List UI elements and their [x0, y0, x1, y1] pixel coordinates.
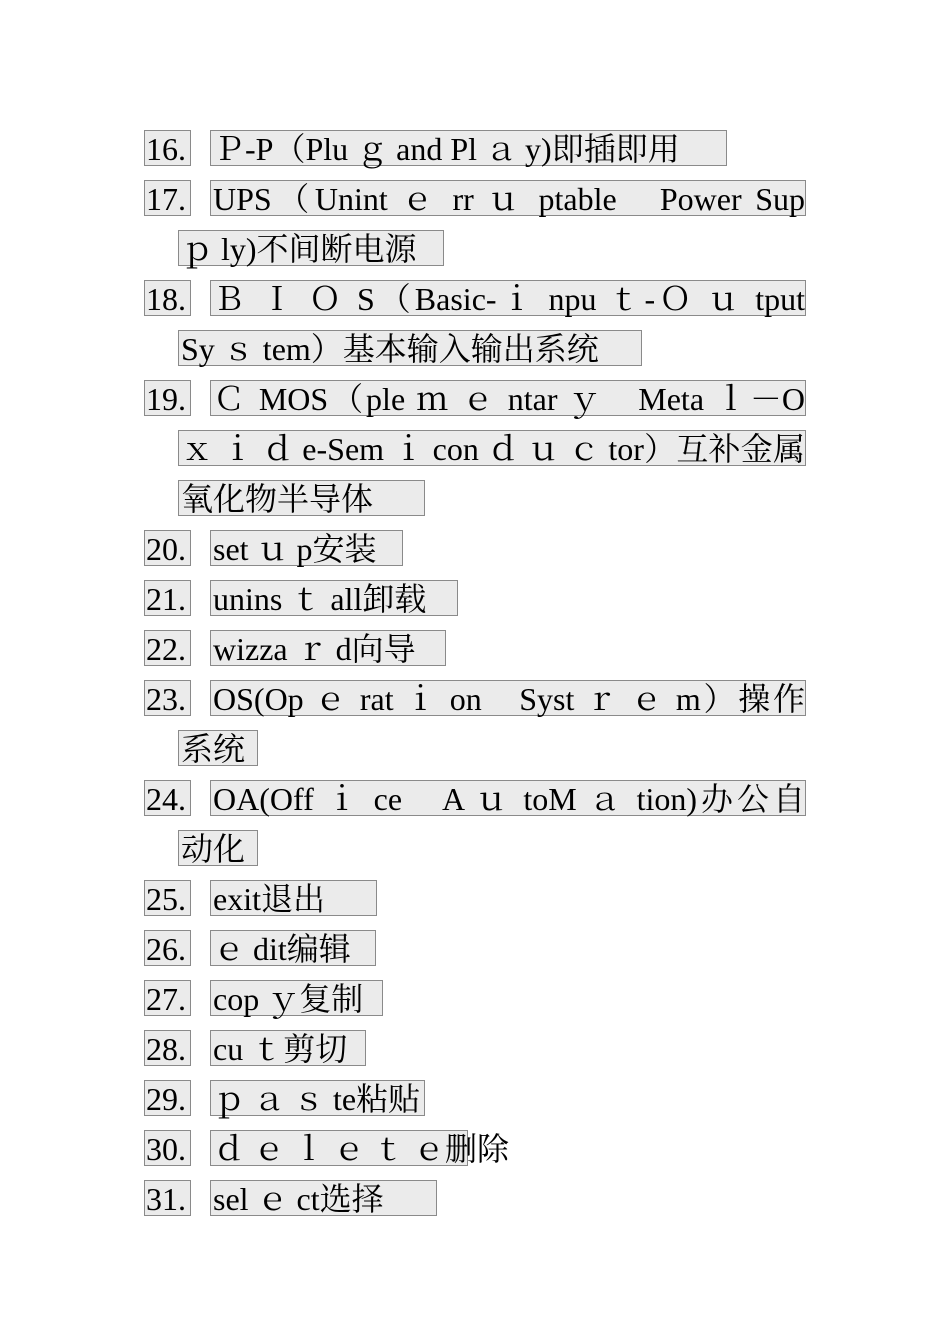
item-text-continuation: ｐ ly)不间断电源: [178, 230, 444, 266]
item-number: 29.: [144, 1080, 191, 1116]
list-item: [144, 978, 808, 1028]
item-text: wizza ｒ d向导: [210, 630, 446, 666]
item-number: 24.: [144, 780, 191, 816]
list-item: [144, 678, 808, 778]
item-number: 19.: [144, 380, 191, 416]
item-text: ｅ dit编辑: [210, 930, 376, 966]
item-text-continuation: 系统: [178, 730, 258, 766]
item-number: 16.: [144, 130, 191, 166]
item-text-continuation: Sy ｓ tem）基本输入输出系统: [178, 330, 642, 366]
item-text: ｄ ｅ ｌ ｅ ｔ ｅ删除: [210, 1130, 468, 1166]
item-number: 21.: [144, 580, 191, 616]
item-text: exit退出: [210, 880, 377, 916]
item-number: 27.: [144, 980, 191, 1016]
list-item: [144, 578, 808, 628]
item-number: 31.: [144, 1180, 191, 1216]
item-number: 25.: [144, 880, 191, 916]
list-item: [144, 928, 808, 978]
item-text: Ｂ Ｉ Ｏ S（Basic-ｉ npu ｔ-Ｏ ｕ tput: [210, 280, 806, 316]
item-number: 30.: [144, 1130, 191, 1166]
item-text: set ｕ p安装: [210, 530, 403, 566]
item-text: UPS（Unint ｅ rr ｕ ptable Power Sup: [210, 180, 806, 216]
list-item: [144, 128, 808, 178]
item-number: 28.: [144, 1030, 191, 1066]
item-number: 22.: [144, 630, 191, 666]
item-text: sel ｅ ct选择: [210, 1180, 437, 1216]
item-text: Ｐ-P（Plu ｇ and Pl ａ y)即插即用: [210, 130, 727, 166]
list-item: [144, 628, 808, 678]
item-text: OA(Off ｉ ce A ｕ toM ａ tion)办公自: [210, 780, 806, 816]
list-item: [144, 1178, 808, 1228]
item-text-continuation: 动化: [178, 830, 258, 866]
item-text: OS(Op ｅ rat ｉ on Syst ｒ ｅ m）操作: [210, 680, 806, 716]
list-item: [144, 878, 808, 928]
list-item: [144, 278, 808, 378]
list-item: [144, 1028, 808, 1078]
item-number: 18.: [144, 280, 191, 316]
list-item: [144, 1078, 808, 1128]
item-text: Ｃ MOS（ple ｍ ｅ ntar ｙ Meta ｌ－O: [210, 380, 806, 416]
list-item: [144, 178, 808, 278]
item-number: 17.: [144, 180, 191, 216]
item-text-continuation: 氧化物半导体: [178, 480, 425, 516]
glossary-list: [144, 128, 808, 1228]
item-text-continuation: ｘ ｉ ｄ e-Sem ｉ con ｄ ｕ ｃ tor）互补金属: [178, 430, 806, 466]
list-item: [144, 528, 808, 578]
item-text: unins ｔ all卸载: [210, 580, 458, 616]
list-item: [144, 378, 808, 528]
item-number: 23.: [144, 680, 191, 716]
list-item: [144, 1128, 808, 1178]
item-text: cu ｔ剪切: [210, 1030, 366, 1066]
item-text: cop ｙ复制: [210, 980, 383, 1016]
item-number: 20.: [144, 530, 191, 566]
item-text: ｐ ａ ｓ te粘贴: [210, 1080, 425, 1116]
item-number: 26.: [144, 930, 191, 966]
list-item: [144, 778, 808, 878]
